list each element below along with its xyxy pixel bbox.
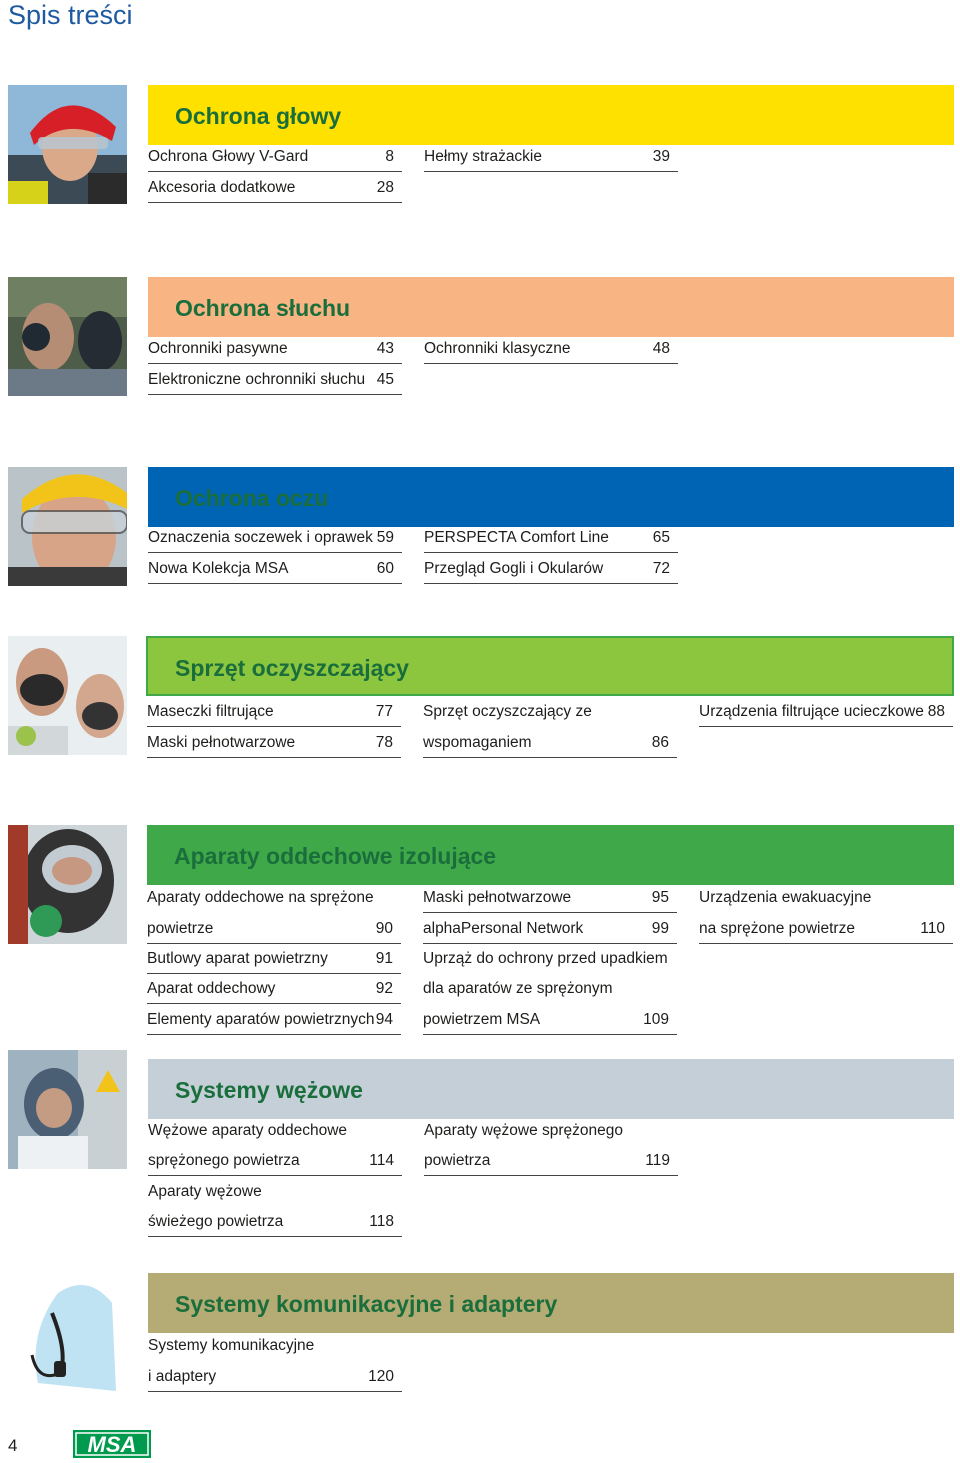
toc-entry[interactable] [424,142,678,172]
toc-entry-label: i adaptery [148,1368,217,1385]
section-header-band [148,1059,954,1119]
toc-entry-label: Akcesoria dodatkowe [148,179,296,196]
toc-entry[interactable] [424,1146,678,1176]
section-title: Aparaty oddechowe izolujące [174,843,497,869]
section-systemy-wezowe [0,1050,960,1240]
toc-entry[interactable] [423,728,677,758]
toc-entry[interactable] [424,523,678,553]
toc-entry-line[interactable] [699,883,953,913]
firefighter-helmet-photo [8,85,127,204]
page-title: Spis treści [8,0,133,30]
toc-entry-line[interactable] [423,697,677,727]
toc-entry-label: Urządzenia filtrujące ucieczkowe [699,703,924,720]
toc-entry-label: Ochronniki pasywne [148,340,288,357]
toc-entry[interactable] [147,697,401,727]
toc-entry-label: Uprząż do ochrony przed upadkiem [423,950,668,967]
toc-entry-page: 95 [651,889,669,906]
svg-text:MSA: MSA [87,1432,137,1457]
section-title: Sprzęt oczyszczający [175,655,409,681]
msa-logo [73,1430,151,1458]
toc-entry-label: Przegląd Gogli i Okularów [424,560,604,577]
toc-entry-label: Maseczki filtrujące [147,703,274,720]
toc-entry[interactable] [148,142,402,172]
toc-entry-line[interactable] [147,883,401,913]
toc-entry-label: Systemy komunikacyjne [148,1337,315,1354]
toc-entry-label: Ochronniki klasyczne [424,340,571,357]
toc-entry-page: 60 [376,560,394,577]
toc-entry[interactable] [147,728,401,758]
section-title: Ochrona słuchu [175,295,351,321]
section-header-band [148,1273,954,1333]
toc-entry-label: Urządzenia ewakuacyjne [699,889,872,906]
toc-entry[interactable] [423,883,677,913]
toc-entry-line[interactable] [423,944,677,974]
toc-entry-label: Oznaczenia soczewek i oprawek [148,529,373,546]
filter-masks-photo [8,636,127,755]
toc-entry-page: 86 [651,734,669,751]
toc-entry-page: 39 [652,148,670,165]
toc-entry-label: na sprężone powietrze [699,920,855,937]
toc-entry[interactable] [148,365,402,395]
toc-entry-page: 120 [368,1368,394,1385]
toc-entry-page: 8 [385,148,394,165]
toc-entry[interactable] [148,1146,402,1176]
toc-entry[interactable] [699,697,953,727]
toc-entry-label: powietrzem MSA [423,1011,541,1028]
toc-entry-page: 99 [651,920,669,937]
toc-entry-label: powietrza [424,1152,491,1169]
toc-entry-label: Elementy aparatów powietrznych [147,1011,375,1028]
section-title: Systemy komunikacyjne i adaptery [175,1291,558,1317]
toc-entry-label: Maski pełnotwarzowe [147,734,296,751]
toc-entry-label: Aparaty oddechowe na sprężone [147,889,374,906]
toc-entry-page: 114 [369,1152,394,1169]
toc-entry[interactable] [699,914,953,944]
section-ochrona-sluchu [0,277,960,407]
toc-entry-page: 110 [920,920,945,937]
section-sprzet-oczyszczajacy [0,636,960,766]
toc-entry-page: 48 [652,340,670,357]
section-header-band [147,825,954,885]
toc-entry[interactable] [148,523,402,553]
toc-entry[interactable] [147,1005,401,1035]
section-header-band [148,467,954,527]
page-number: 4 [8,1436,18,1455]
toc-entry[interactable] [148,334,402,364]
toc-entry-label: Nowa Kolekcja MSA [148,560,289,577]
toc-entry-page: 59 [376,529,394,546]
safety-glasses-photo [8,467,127,586]
toc-entry-label: Aparaty wężowe sprężonego [424,1122,624,1139]
toc-entry-line[interactable] [148,1331,402,1361]
breathing-apparatus-photo [8,825,127,944]
toc-entry[interactable] [148,554,402,584]
hearing-protection-photo [8,277,127,396]
section-header-band [146,636,954,696]
toc-entry[interactable] [423,1005,677,1035]
toc-entry-line[interactable] [423,974,677,1004]
headset-photo [8,1273,127,1392]
section-title: Systemy wężowe [175,1077,363,1103]
section-title: Ochrona oczu [175,485,329,511]
toc-entry-label: Sprzęt oczyszczający ze [423,703,592,720]
toc-entry-line[interactable] [148,1177,402,1207]
section-aparaty-oddechowe [0,825,960,1040]
section-systemy-komunikacyjne [0,1273,960,1403]
section-header-band [148,277,954,337]
toc-entry-line[interactable] [424,1116,678,1146]
toc-entry-page: 45 [376,371,394,388]
toc-entry-label: świeżego powietrza [148,1213,284,1230]
toc-entry[interactable] [424,334,678,364]
section-title: Ochrona głowy [175,103,342,129]
toc-entry-label: Wężowe aparaty oddechowe [148,1122,348,1139]
toc-entry-page: 118 [369,1213,394,1230]
toc-entry-page: 65 [652,529,670,546]
section-header-band [148,85,954,145]
toc-entry[interactable] [147,914,401,944]
toc-entry-page: 119 [645,1152,670,1169]
toc-entry-label: PERSPECTA Comfort Line [424,529,609,546]
toc-entry-label: Butlowy aparat powietrzny [147,950,328,967]
section-ochrona-glowy [0,85,960,215]
toc-entry-label: Aparat oddechowy [147,980,276,997]
toc-entry-page: 92 [375,980,393,997]
toc-entry-label: dla aparatów ze sprężonym [423,980,613,997]
toc-entry-label: wspomaganiem [423,734,532,751]
toc-entry-label: sprężonego powietrza [148,1152,300,1169]
toc-entry-page: 77 [375,703,393,720]
toc-entry[interactable] [148,1362,402,1392]
toc-entry-page: 78 [375,734,393,751]
toc-entry[interactable] [424,554,678,584]
toc-entry-label: powietrze [147,920,214,937]
toc-entry[interactable] [147,944,401,974]
toc-entry-label: Elektroniczne ochronniki słuchu [148,371,366,388]
toc-entry-page: 109 [643,1011,669,1028]
toc-entry-page: 91 [375,950,393,967]
toc-entry-page: 28 [376,179,394,196]
toc-entry-page: 94 [375,1011,393,1028]
toc-entry-page: 88 [927,703,945,720]
airline-hood-photo [8,1050,127,1169]
toc-entry[interactable] [423,914,677,944]
toc-entry-page: 72 [652,560,670,577]
section-ochrona-oczu [0,467,960,597]
toc-entry-label: alphaPersonal Network [423,920,584,937]
toc-entry-line[interactable] [148,1116,402,1146]
toc-entry-page: 43 [376,340,394,357]
toc-entry-label: Maski pełnotwarzowe [423,889,572,906]
toc-entry[interactable] [148,1207,402,1237]
toc-entry[interactable] [147,974,401,1004]
toc-entry-label: Aparaty wężowe [148,1183,262,1200]
toc-entry-page: 90 [375,920,393,937]
toc-entry[interactable] [148,173,402,203]
toc-entry-label: Hełmy strażackie [424,148,542,165]
toc-entry-label: Ochrona Głowy V-Gard [148,148,309,165]
